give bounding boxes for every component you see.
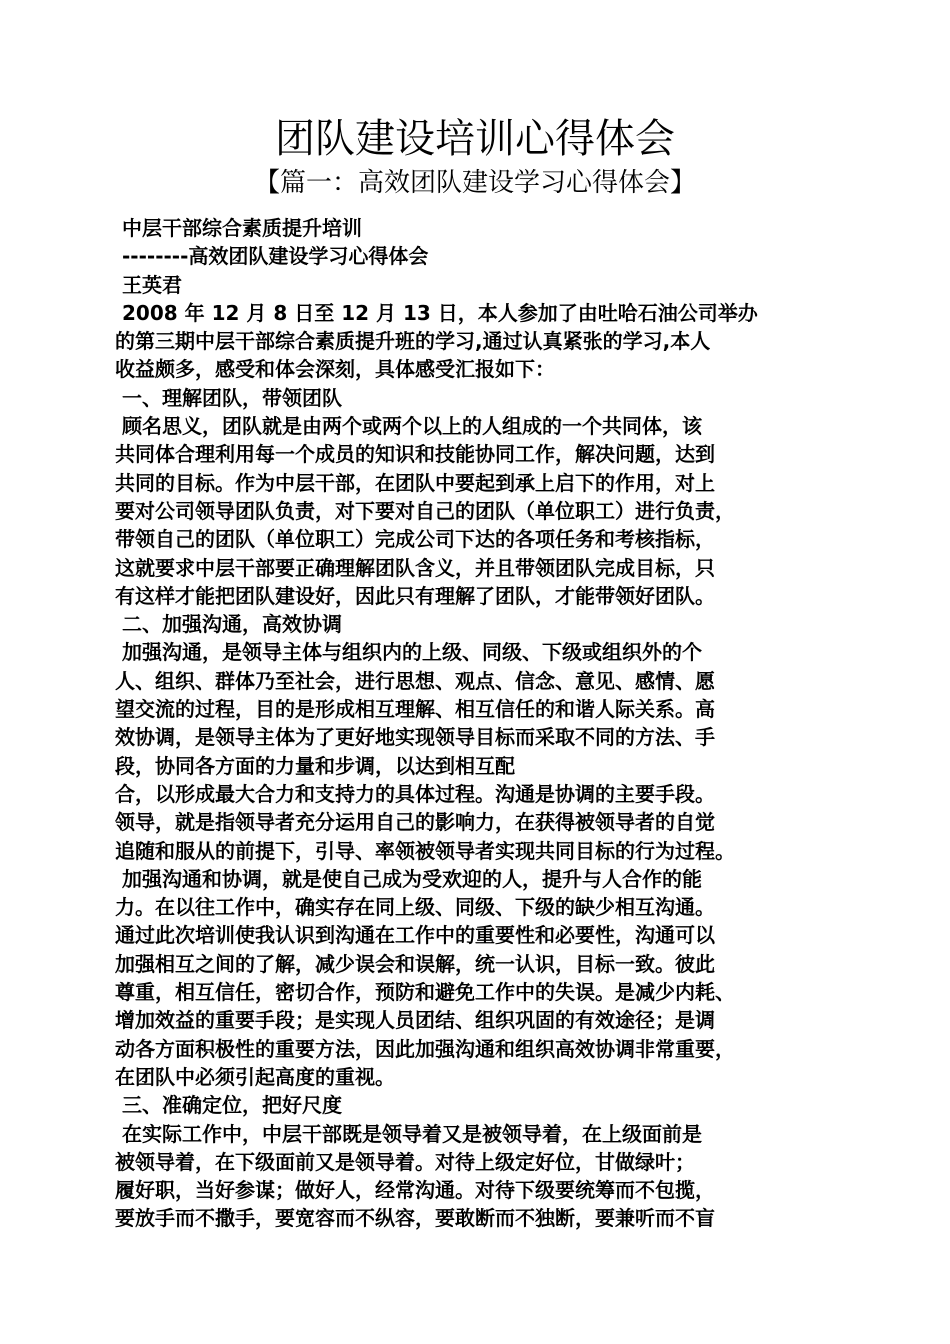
text-line: 要对公司领导团队负责，对下要对自己的团队（单位职工）进行负责， [115, 498, 735, 523]
text-line: 这就要求中层干部要正确理解团队含义，并且带领团队完成目标，只 [115, 555, 715, 580]
text-line: 的第三期中层干部综合素质提升班的学习,通过认真紧张的学习,本人 [115, 329, 711, 354]
text-line: 加强沟通，是领导主体与组织内的上级、同级、下级或组织外的个 [122, 640, 702, 665]
text-line: 要放手而不撒手，要宽容而不纵容，要敢断而不独断，要兼听而不盲 [115, 1206, 715, 1231]
text-line: 二、加强沟通，高效协调 [122, 612, 342, 637]
text-line: 收益颇多，感受和体会深刻，具体感受汇报如下： [115, 357, 555, 382]
text-line: 尊重，相互信任，密切合作，预防和避免工作中的失误。是减少内耗、 [115, 980, 735, 1005]
text-line: 中层干部综合素质提升培训 [122, 216, 362, 240]
text-line: 追随和服从的前提下，引导、率领被领导者实现共同目标的行为过程。 [115, 838, 735, 863]
text-line: 合，以形成最大合力和支持力的具体过程。沟通是协调的主要手段。 [115, 781, 715, 806]
text-line: 有这样才能把团队建设好，因此只有理解了团队，才能带领好团队。 [115, 583, 715, 608]
text-line: 2008 年 12 月 8 日至 12 月 13 日，本人参加了由吐哈石油公司举办 [122, 300, 758, 325]
text-line: 共同的目标。作为中层干部，在团队中要起到承上启下的作用，对上 [115, 470, 715, 495]
text-line: 在团队中必须引起高度的重视。 [115, 1064, 395, 1089]
document-body [115, 214, 845, 1233]
text-line: 增加效益的重要手段；是实现人员团结、组织巩固的有效途径；是调 [115, 1008, 715, 1033]
text-line: 在实际工作中，中层干部既是领导着又是被领导着，在上级面前是 [122, 1121, 702, 1146]
text-line: 动各方面积极性的重要方法，因此加强沟通和组织高效协调非常重要， [115, 1036, 735, 1061]
text-line: 被领导着，在下级面前又是领导着。对待上级定好位，甘做绿叶； [115, 1149, 695, 1174]
text-line: 加强沟通和协调，就是使自己成为受欢迎的人，提升与人合作的能 [122, 866, 702, 891]
text-line: 王英君 [122, 272, 182, 297]
document-title: 团队建设培训心得体会 [275, 116, 675, 162]
text-line: 履好职，当好参谋；做好人，经常沟通。对待下级要统筹而不包揽， [115, 1178, 715, 1203]
text-line: 望交流的过程，目的是形成相互理解、相互信任的和谐人际关系。高 [115, 697, 715, 722]
text-line: 顾名思义，团队就是由两个或两个以上的人组成的一个共同体，该 [122, 414, 702, 439]
text-line: 带领自己的团队（单位职工）完成公司下达的各项任务和考核指标， [115, 527, 715, 552]
text-line: 通过此次培训使我认识到沟通在工作中的重要性和必要性，沟通可以 [115, 923, 715, 948]
text-line: 共同体合理利用每一个成员的知识和技能协同工作，解决问题，达到 [115, 442, 715, 467]
text-line: 段，协同各方面的力量和步调，以达到相互配 [115, 753, 515, 778]
text-line: 力。在以往工作中，确实存在同上级、同级、下级的缺少相互沟通。 [115, 895, 715, 920]
text-line: 一、理解团队，带领团队 [122, 385, 342, 410]
text-line: 三、准确定位，把好尺度 [122, 1093, 342, 1118]
text-line: 效协调，是领导主体为了更好地实现领导目标而采取不同的方法、手 [115, 725, 715, 750]
text-line: 人、组织、群体乃至社会，进行思想、观点、信念、意见、感情、愿 [115, 668, 715, 693]
text-line: --------高效团队建设学习心得体会 [122, 244, 429, 269]
document-subtitle: 【篇一：高效团队建设学习心得体会】 [253, 168, 696, 198]
text-line: 加强相互之间的了解，减少误会和误解，统一认识，目标一致。彼此 [115, 951, 715, 976]
text-line: 领导，就是指领导者充分运用自己的影响力，在获得被领导者的自觉 [115, 810, 715, 835]
